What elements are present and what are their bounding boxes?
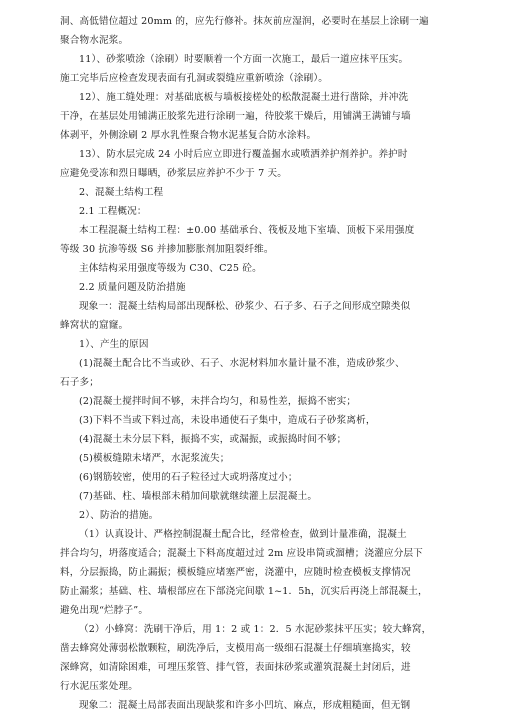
text-line: (1)混凝土配合比不当或砂、石子、水泥材料加水量计量不准，造成砂浆少、	[79, 358, 405, 369]
text-line: 2.2 质量问题及防治措施	[79, 282, 186, 293]
text-line: 凿去蜂窝处薄弱松散颗粒，刷洗净后，支模用高一级细石混凝土仔细填塞捣实，较	[60, 643, 411, 654]
text-line: 现象二：混凝土局部表面出现缺浆和许多小凹坑、麻点，形成粗糙面，但无钢	[79, 700, 411, 711]
text-line: 体剥平，外侧涂刷 2 厚水乳性聚合物水泥基复合防水涂料。	[60, 130, 317, 141]
text-line: 石子多；	[60, 377, 99, 388]
text-line: 施工完毕后应检查发现表面有孔洞或裂缝应重新喷涂（涂刷）。	[60, 73, 329, 84]
text-line: （2）小蜂窝：洗刷干净后，用 1：2 或 1：2．5 水泥砂浆抹平压实；较大蜂窝，	[79, 624, 432, 635]
text-line: (3)下料不当或下料过高，未设串通使石子集中，造成石子砂浆离析，	[79, 415, 376, 426]
text-line: （1）认真设计、严格控制混凝土配合比，经常检查，做到计量准确，混凝土	[79, 529, 407, 540]
text-line: 防止漏浆；基础、柱、墙根部应在下部浇完间歇 1~1．5h，沉实后再浇上部混凝土，	[60, 586, 428, 597]
text-line: 干净，在基层处用铺满正胶浆先进行涂刷一遍，待胶浆干燥后，用铺满王满铺与墙	[60, 111, 411, 122]
text-line: 行水泥压浆处理。	[60, 681, 138, 692]
text-line: 拌合均匀，坍落度适合；混凝土下料高度超过过 2m 应设串筒或溜槽；浇灌应分层下	[60, 548, 423, 559]
text-line: (6)钢筋较密，使用的石子粒径过大或坍落度过小；	[79, 472, 298, 483]
text-line: 1）、产生的原因	[79, 339, 149, 350]
text-line: 本工程混凝土结构工程：±0.00 基础承台、筏板及地下室墙、顶板下采用强度	[79, 225, 415, 236]
text-line: 深蜂窝，如清除困难，可埋压浆管、排气管，表面抹砂浆或灌筑混凝土封闭后，进	[60, 662, 411, 673]
text-line: 11）、砂浆喷涂（涂刷）时要顺着一个方面一次施工，最后一道应抹平压实。	[79, 54, 409, 65]
text-line: 现象一：混凝土结构局部出现酥松、砂浆少、石子多、石子之间形成空隙类似	[79, 301, 411, 312]
text-line: 12）、施工缝处理：对基础底板与墙板接槎处的松散混凝土进行凿除，并冲洗	[79, 92, 409, 103]
text-line: 料，分层振捣，防止漏振；模板缝应堵塞严密，浇灌中，应随时检查模板支撑情况	[60, 567, 411, 578]
text-line: (7)基础、柱、墙根部未稍加间歇就继续灌上层混凝土。	[79, 491, 318, 502]
text-line: 13）、防水层完成 24 小时后应立即进行覆盖掘水或喷洒养护剂养护。养护时	[79, 149, 408, 160]
text-line: 应避免受冻和烈日曝晒，砂浆层应养护不少于 7 天。	[60, 168, 288, 179]
text-line: 2）、防治的措施。	[79, 510, 159, 521]
text-line: (5)模板缝隙未堵严，水泥浆流失；	[79, 453, 230, 464]
text-line: 蜂窝状的窟窿。	[60, 320, 129, 331]
text-line: 聚合物水泥浆。	[60, 35, 129, 46]
text-line: (2)混凝土搅拌时间不够，未拌合均匀，和易性差，振捣不密实；	[79, 396, 357, 407]
text-line: (4)混凝土未分层下料，振捣不实，或漏振，或振捣时间不够；	[79, 434, 347, 445]
text-line: 避免出现“烂脖子”。	[60, 605, 149, 616]
text-line: 等级 30 抗渗等级 S6 并掺加膨胀剂加阻裂纤维。	[60, 244, 274, 255]
text-line: 2.1 工程概况：	[79, 206, 147, 217]
text-line: 洞、高低错位超过 20mm 的，应先行修补。抹灰前应湿润，必要时在基层上涂刷一遍	[60, 16, 429, 27]
text-line: 2、混凝土结构工程	[79, 187, 164, 198]
text-line: 主体结构采用强度等级为 C30、C25 砼。	[79, 263, 262, 274]
